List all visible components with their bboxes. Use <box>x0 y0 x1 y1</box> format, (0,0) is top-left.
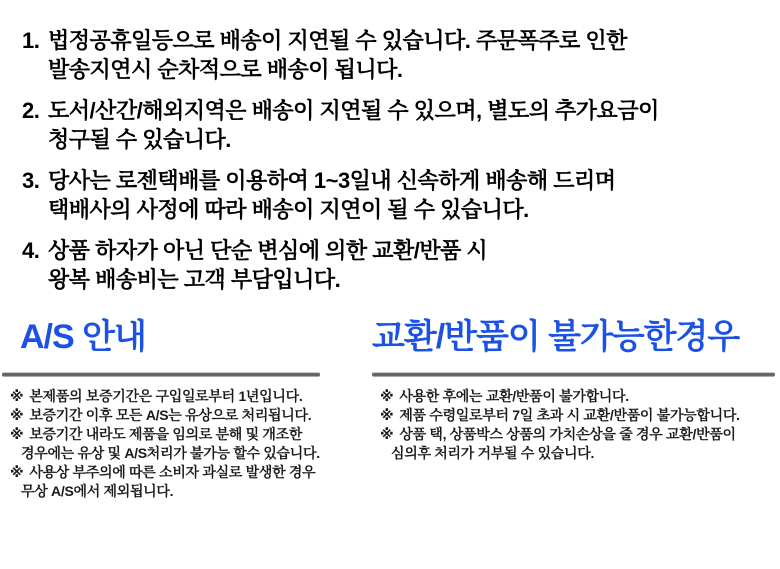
exchange-return-item <box>380 425 775 463</box>
reference-mark: ※ <box>10 388 24 404</box>
exchange-return-item <box>380 387 775 406</box>
shipping-notice-list <box>22 26 770 306</box>
reference-mark: ※ <box>10 426 24 442</box>
shipping-notice-2 <box>22 96 770 154</box>
as-section-divider <box>2 372 320 377</box>
notice-text <box>48 236 770 294</box>
notice-text <box>48 96 770 154</box>
as-item-line: 무상 A/S에서 제외됩니다. <box>21 483 174 499</box>
as-item <box>10 425 320 463</box>
exchange-return-item <box>380 406 775 425</box>
exchange-return-item-line: 상품 택, 상품박스 상품의 가치손상을 줄 경우 교환/반품이 <box>399 426 736 442</box>
notice-line: 법정공휴일등으로 배송이 지연될 수 있습니다. 주문폭주로 인한 <box>48 28 627 53</box>
exchange-return-section <box>372 312 775 463</box>
notice-text <box>48 26 770 84</box>
as-item-line: 보증기간 이후 모든 A/S는 유상으로 처리됩니다. <box>29 407 312 423</box>
notice-line: 도서/산간/해외지역은 배송이 지연될 수 있으며, 별도의 추가요금이 <box>48 98 659 123</box>
reference-mark: ※ <box>380 388 394 404</box>
notice-line: 당사는 로젠택배를 이용하여 1~3일내 신속하게 배송해 드리며 <box>48 168 616 193</box>
notice-line: 상품 하자가 아닌 단순 변심에 의한 교환/반품 시 <box>48 238 488 263</box>
shipping-notice-3 <box>22 166 770 224</box>
exchange-return-section-title: 교환/반품이 불가능한경우 <box>372 318 740 356</box>
as-item-list <box>2 387 320 501</box>
exchange-return-item-line: 사용한 후에는 교환/반품이 불가합니다. <box>399 388 629 404</box>
exchange-return-item-list <box>372 387 775 463</box>
reference-mark: ※ <box>10 464 24 480</box>
as-item-line: 보증기간 내라도 제품을 임의로 분해 및 개조한 <box>29 426 303 442</box>
notice-number: 3. <box>22 168 40 193</box>
notice-line: 택배사의 사정에 따라 배송이 지연이 될 수 있습니다. <box>48 197 529 222</box>
as-section-title: A/S 안내 <box>20 318 146 356</box>
as-item-line: 경우에는 유상 및 A/S처리가 불가능 할수 있습니다. <box>21 445 320 461</box>
notice-line: 청구될 수 있습니다. <box>48 127 231 152</box>
reference-mark: ※ <box>380 407 394 423</box>
notice-line: 왕복 배송비는 고객 부담입니다. <box>48 267 341 292</box>
notice-number: 2. <box>22 98 40 123</box>
reference-mark: ※ <box>10 407 24 423</box>
reference-mark: ※ <box>380 426 394 442</box>
as-section <box>2 312 320 501</box>
shipping-notice-1 <box>22 26 770 84</box>
notice-line: 발송지연시 순차적으로 배송이 됩니다. <box>48 57 403 82</box>
as-item <box>10 387 320 406</box>
as-item <box>10 406 320 425</box>
as-item-line: 본제품의 보증기간은 구입일로부터 1년입니다. <box>29 388 303 404</box>
as-item-line: 사용상 부주의에 따른 소비자 과실로 발생한 경우 <box>29 464 316 480</box>
as-item <box>10 463 320 501</box>
notice-text <box>48 166 770 224</box>
notice-number: 4. <box>22 238 40 263</box>
exchange-return-item-line: 심의후 처리가 거부될 수 있습니다. <box>391 445 595 461</box>
shipping-notice-4 <box>22 236 770 294</box>
exchange-return-item-line: 제품 수령일로부터 7일 초과 시 교환/반품이 불가능합니다. <box>399 407 740 423</box>
exchange-return-section-divider <box>372 372 775 377</box>
notice-number: 1. <box>22 28 40 53</box>
